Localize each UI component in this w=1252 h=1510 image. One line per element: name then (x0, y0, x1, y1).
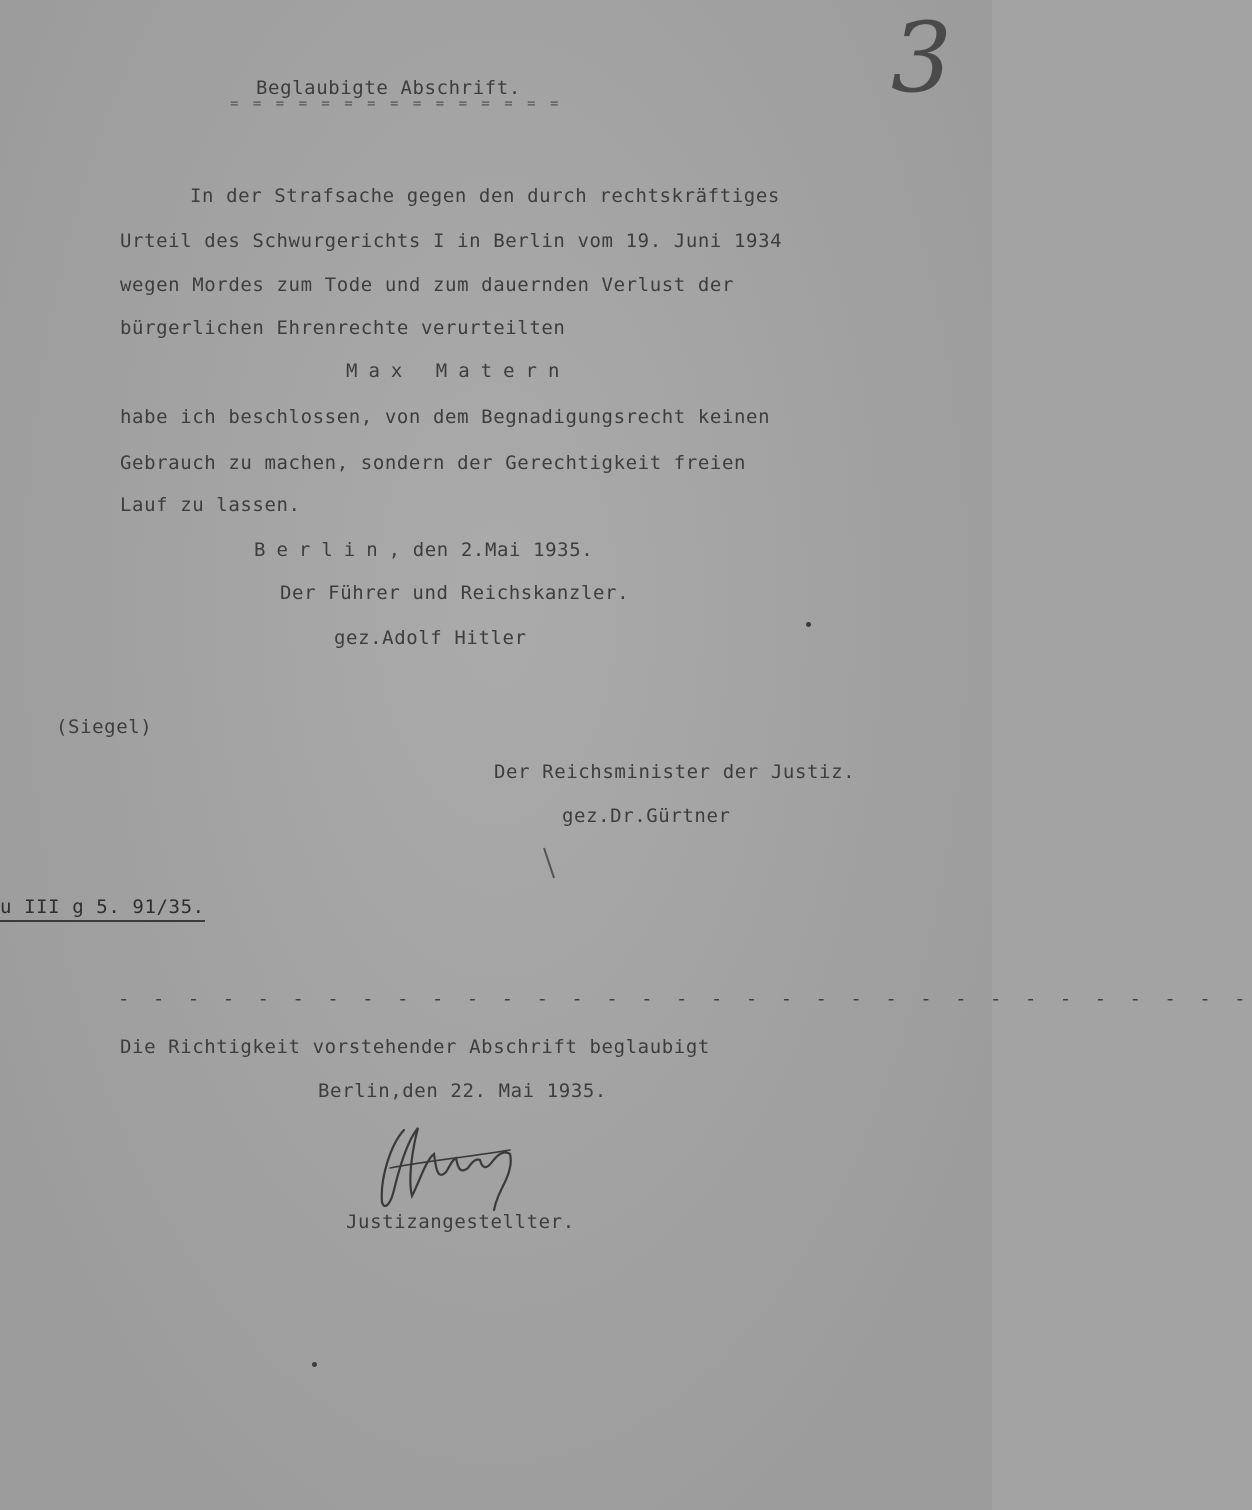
para1-line-2: Urteil des Schwurgerichts I in Berlin vom 19. Juni 1934 (120, 230, 783, 252)
para1-line-1: In der Strafsache gegen den durch rechtskräftiges (190, 185, 780, 207)
document-heading: Beglaubigte Abschrift. (256, 77, 521, 99)
signatory-office: Der Führer und Reichskanzler. (280, 582, 630, 604)
handwritten-signature (360, 1110, 550, 1220)
convict-name: Max Matern (346, 360, 571, 382)
ink-speck-bottom (312, 1362, 317, 1367)
pencil-mark (540, 846, 560, 882)
minister-signature: gez.Dr.Gürtner (562, 805, 731, 827)
file-reference: u III g 5. 91/35. (0, 896, 205, 922)
dateline-date: , den 2.Mai 1935. (388, 539, 594, 561)
dateline-place: Berlin (254, 539, 389, 561)
para2-line-3: Lauf zu lassen. (120, 494, 301, 516)
signatory-name: gez.Adolf Hitler (334, 627, 527, 649)
heading-underline: = = = = = = = = = = = = = = = (230, 96, 562, 112)
para2-line-1: habe ich beschlossen, von dem Begnadigungsrecht keinen (120, 406, 771, 428)
certifier-role: Justizangestellter. (346, 1211, 575, 1233)
dateline (254, 538, 593, 562)
ink-speck (806, 622, 811, 627)
para1-line-3: wegen Mordes zum Tode und zum dauernden Verlust der (120, 274, 734, 296)
seal-note: (Siegel) (56, 716, 153, 738)
certification-text: Die Richtigkeit vorstehender Abschrift beglaubigt (120, 1036, 710, 1058)
para1-line-4: bürgerlichen Ehrenrechte verurteilten (120, 317, 566, 339)
minister-title: Der Reichsminister der Justiz. (494, 761, 856, 783)
para2-line-2: Gebrauch zu machen, sondern der Gerechtigkeit freien (120, 452, 747, 474)
folio-number: 3 (890, 2, 952, 114)
certification-place-date: Berlin,den 22. Mai 1935. (318, 1080, 607, 1102)
separator-line: - - - - - - - - - - - - - - - - - - - - - - - - - - - - - - - - - (118, 988, 1252, 1010)
